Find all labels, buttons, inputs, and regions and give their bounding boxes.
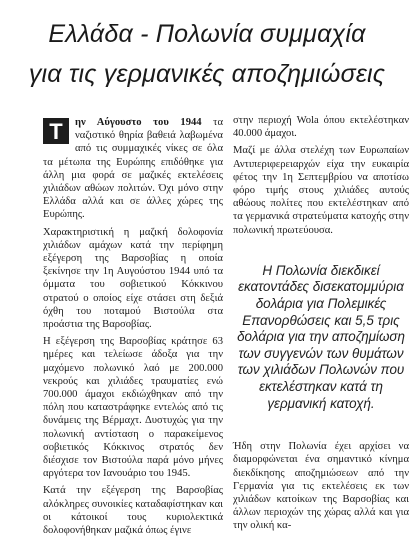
paragraph-1	[43, 116, 223, 222]
headline-line-1: Ελλάδα - Πολωνία συμμαχία	[48, 20, 366, 48]
article-column-left	[43, 116, 223, 541]
lead-in: ην Αύγουστο του 1944	[75, 117, 202, 128]
article-column-right	[233, 114, 409, 537]
paragraph-3: Η εξέγερση της Βαρσοβίας κράτησε 63 ημέρες και τελείωσε άδοξα για την μαχόμενο πολωνικό λαό με 200.000 νεκρούς και χιλιάδες τραυματίες ενώ 700.000 άμαχοι εκδιώχθηκαν από την πόλη που καταστράφηκε εντελώς από τις δυνάμεις της Βέρμαχτ. Δυστυχώς για την πολωνική αντίσταση ο παρακείμενος σοβιετικός Κόκκινος στρατός δεν διέσχισε τον Βιστούλα παρά μόνο μήνες αργότερα τον Ιανουάριο του 1945.	[43, 336, 223, 480]
paragraph-4: Κατά την εξέγερση της Βαρσοβίας αλόκληρες συνοικίες καταδαφίστηκαν και οι κάτοικοί τους κυριολεκτικά δολοφονήθηκαν μαζικά όπως έγινε	[43, 485, 223, 537]
paragraph-5: στην περιοχή Wola όπου εκτελέστηκαν 40.000 άμαχοι.	[233, 115, 409, 140]
paragraph-1-text: τα ναζιστικό θηρία βαθειά λαβωμένα από τις συμμαχικές νίκες σε όλα τα μέτωπα της Ευρώπης επιδόθηκε για άλλη μια φορά σε μαζικές εκτελέσεις χιλιάδων αθώων πολιτών. Όχι μόνο στην Ελλάδα αλλά και σε άλλες χώρες της Ευρώπης.	[43, 117, 223, 221]
paragraph-2: Χαρακτηριστική η μαζική δολοφονία χιλιάδων αμάχων κατά την περίφημη εξέγερση της Βαρσοβίας η οποία ξεκίνησε την 1η Αυγούστου 1944 υπό τα όμματα του σοβιετικού Κόκκινου στρατού ο οποίος είχε στάσει στη δεξιά όχθη του ποταμού Βιστούλα στα προάστια της Βαρσοβίας.	[43, 226, 223, 331]
paragraph-6: Μαζί με άλλα στελέχη των Ευρωπαίων Αντιπεριφερειαρχών είχα την ευκαιρία φέτος την 1η Σεπτεμβρίου να αποτίσω φόρο τιμής στους χιλιάδες αυτούς αθώους πολίτες που εκτελέστηκαν από τα γερμανικά στρατεύματα κατοχής στην πολωνική πρωτεύουσα.	[233, 145, 409, 236]
headline-line-2: για τις γερμανικές αποζημιώσεις	[28, 60, 386, 88]
pull-quote: Η Πολωνία διεκδικεί εκατοντάδες δισεκατομμύρια δολάρια για Πολεμικές Επανορθώσεις και 5,5 τρις δολάρια για την αποζημίωση των συγγενών των θυμάτων των χιλιάδων Πολωνών που εκτελέστηκαν κατά τη γερμανική κατοχή.	[237, 262, 405, 411]
paragraph-7: Ήδη στην Πολωνία έχει αρχίσει να διαμορφώνεται ένα σημαντικό κίνημα διεκδίκησης αποζημιώσεων από την Γερμανία για τις εκτελέσεις εκ των χιλιάδων κατοίκων της Βαρσοβίας και άλλων περιοχών της χώρας αλλά και για την ολική κα-	[233, 441, 409, 532]
drop-cap: Τ	[43, 118, 69, 144]
